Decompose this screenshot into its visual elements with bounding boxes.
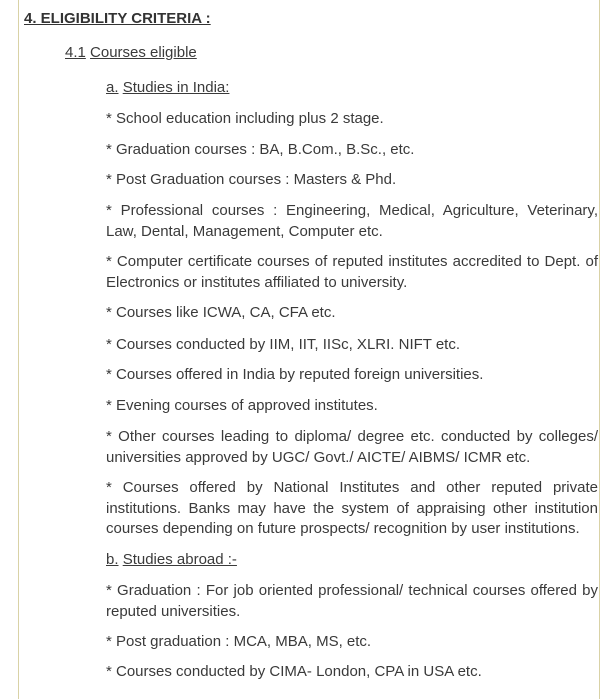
list-item: * Graduation courses : BA, B.Com., B.Sc., etc. xyxy=(106,141,415,158)
abroad-label xyxy=(106,550,598,571)
abroad-label-text: Studies abroad :- xyxy=(122,551,237,568)
subsection-title: Courses eligible xyxy=(90,44,197,61)
document-page xyxy=(18,0,600,699)
list-item: * Professional courses : Engineering, Medical, Agriculture, Veterinary, Law, Dental, Management, Computer etc. xyxy=(106,202,598,240)
list-item: * Courses conducted by IIM, IIT, IISc, XLRI. NIFT etc. xyxy=(106,336,461,353)
list-item: * Courses like ICWA, CA, CFA etc. xyxy=(106,304,336,321)
list-item: * Other courses leading to diploma/ degree etc. conducted by colleges/ universities approved by UGC/ Govt./ AICTE/ AIBMS/ ICMR etc. xyxy=(106,428,598,466)
list-item: * Evening courses of approved institutes. xyxy=(106,397,378,414)
india-label-prefix: a. xyxy=(106,79,119,96)
abroad-label-prefix: b. xyxy=(106,551,119,568)
list-item: * Courses offered in India by reputed foreign universities. xyxy=(106,366,484,383)
list-item: * School education including plus 2 stage. xyxy=(106,110,384,127)
list-item: * Courses conducted by CIMA- London, CPA in USA etc. xyxy=(106,663,482,680)
india-label-text: Studies in India: xyxy=(122,79,230,96)
section-heading: 4. ELIGIBILITY CRITERIA : xyxy=(24,10,211,27)
india-label xyxy=(106,78,598,99)
list-item: * Post Graduation courses : Masters & Phd. xyxy=(106,171,397,188)
subsection-number: 4.1 xyxy=(65,44,86,61)
subsection-heading xyxy=(65,43,197,64)
list-item: * Graduation : For job oriented professional/ technical courses offered by reputed universities. xyxy=(106,582,598,620)
list-item: * Computer certificate courses of reputed institutes accredited to Dept. of Electronics or institutes affiliated to university. xyxy=(106,253,598,291)
list-item: * Post graduation : MCA, MBA, MS, etc. xyxy=(106,633,372,650)
list-item: * Courses offered by National Institutes and other reputed private institutions. Banks may have the system of appraising other institution courses depending on future prospects/ recognition by user institutions. xyxy=(106,479,598,537)
